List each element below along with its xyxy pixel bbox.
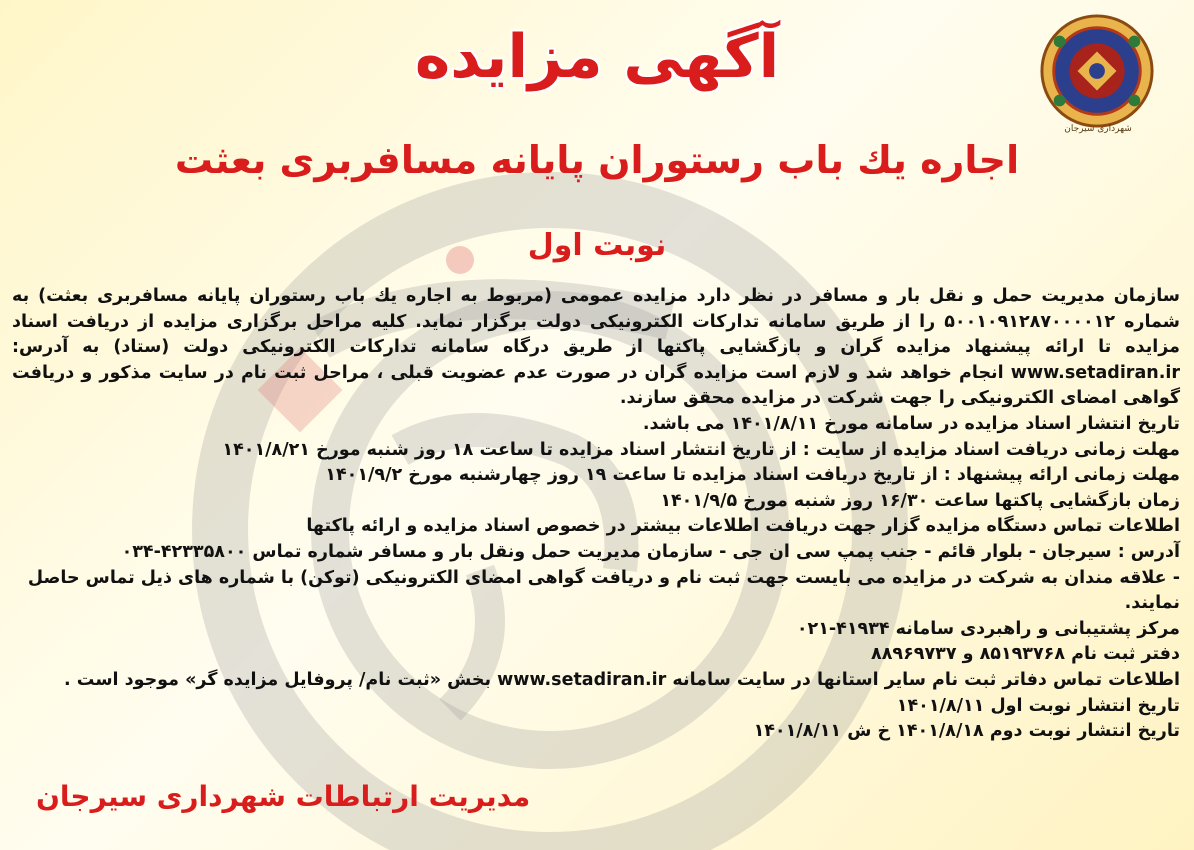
doc-receive-deadline: مهلت زمانی دریافت اسناد مزایده از سایت : از تاریخ انتشار اسناد مزایده تا ساعت ۱۸ روز شنبه مورخ ۱۴۰۱/۸/۲۱ [222,439,1180,460]
intro-paragraph: سازمان مدیریت حمل و نقل بار و مسافر در نظر دارد مزایده عمومی (مربوط به اجاره يك باب رستوران پايانه مسافربری بعثت) به شماره ۵۰۰۱۰۹۱۲۸۷۰۰۰۰۱۲ را از طریق سامانه تدارکات الکترونیکی دولت برگزار نماید. کلیه مراحل برگزاری مزایده از دریافت اسناد مزایده تا ارائه پیشنهاد مزایده گران و بازگشایی پاکتها از طریق درگاه سامانه تدارکات الکترونیکی دولت (ستاد) به آدرس: www.setadiran.ir انجام خواهد شد و لازم است مزایده گران در صورت عدم عضویت قبلی ، مراحل ثبت نام در سایت مذکور و دریافت گواهی امضای الکترونیکی را جهت شرکت در مزایده محقق سازند. [12,286,1180,409]
contact-address: آدرس : سیرجان - بلوار قائم - جنب پمپ سی ان جی - سازمان مدیریت حمل ونقل بار و مسافر شماره تماس ۴۲۳۳۵۸۰۰-۰۳۴ [121,541,1180,562]
first-round-publish-date: تاریخ انتشار نوبت اول ۱۴۰۱/۸/۱۱ [896,695,1180,716]
contact-info-heading: اطلاعات تماس دستگاه مزایده گزار جهت دریافت اطلاعات بیشتر در خصوص اسناد مزایده و ارائه پاکتها [306,516,1180,537]
notice-body [12,284,1180,745]
logo-caption: شهرداری سیرجان [1064,124,1132,134]
doc-publish-date: تاریخ انتشار اسناد مزایده در سامانه مورخ ۱۴۰۱/۸/۱۱ می باشد. [642,413,1180,434]
notice-round: نوبت اول [527,228,667,263]
token-registration-note: - علاقه مندان به شرکت در مزایده می بایست جهت ثبت نام و دریافت گواهی امضای الکترونیکی (توکن) با شماره های ذیل تماس حاصل نمایند. [27,567,1180,614]
bid-submit-deadline: مهلت زمانی ارائه پیشنهاد : از تاریخ دریافت اسناد مزایده تا ساعت ۱۹ روز چهارشنبه مورخ ۱۴۰۱/۹/۲ [325,465,1180,486]
provincial-offices-info: اطلاعات تماس دفاتر ثبت نام سایر استانها در سایت سامانه www.setadiran.ir بخش «ثبت نام/ پروفایل مزایده گر» موجود است . [64,669,1180,690]
notice-subtitle: اجاره يك باب رستوران پايانه مسافربری بعثت [174,138,1020,182]
envelope-opening-time: زمان بازگشایی پاکتها ساعت ۱۶/۳۰ روز شنبه مورخ ۱۴۰۱/۹/۵ [660,490,1180,511]
signature: مدیریت ارتباطات شهرداری سیرجان [36,780,531,813]
second-round-publish-date: تاریخ انتشار نوبت دوم ۱۴۰۱/۸/۱۸ خ ش ۱۴۰۱/۸/۱۱ [753,721,1180,742]
registration-office-phones: دفتر ثبت نام ۸۵۱۹۳۷۶۸ و ۸۸۹۶۹۷۳۷ [871,644,1180,665]
support-center-phone: مرکز پشتیبانی و راهبردی سامانه ۴۱۹۳۴-۰۲۱ [796,618,1180,639]
notice-title: آگهی مزایده [414,22,780,92]
